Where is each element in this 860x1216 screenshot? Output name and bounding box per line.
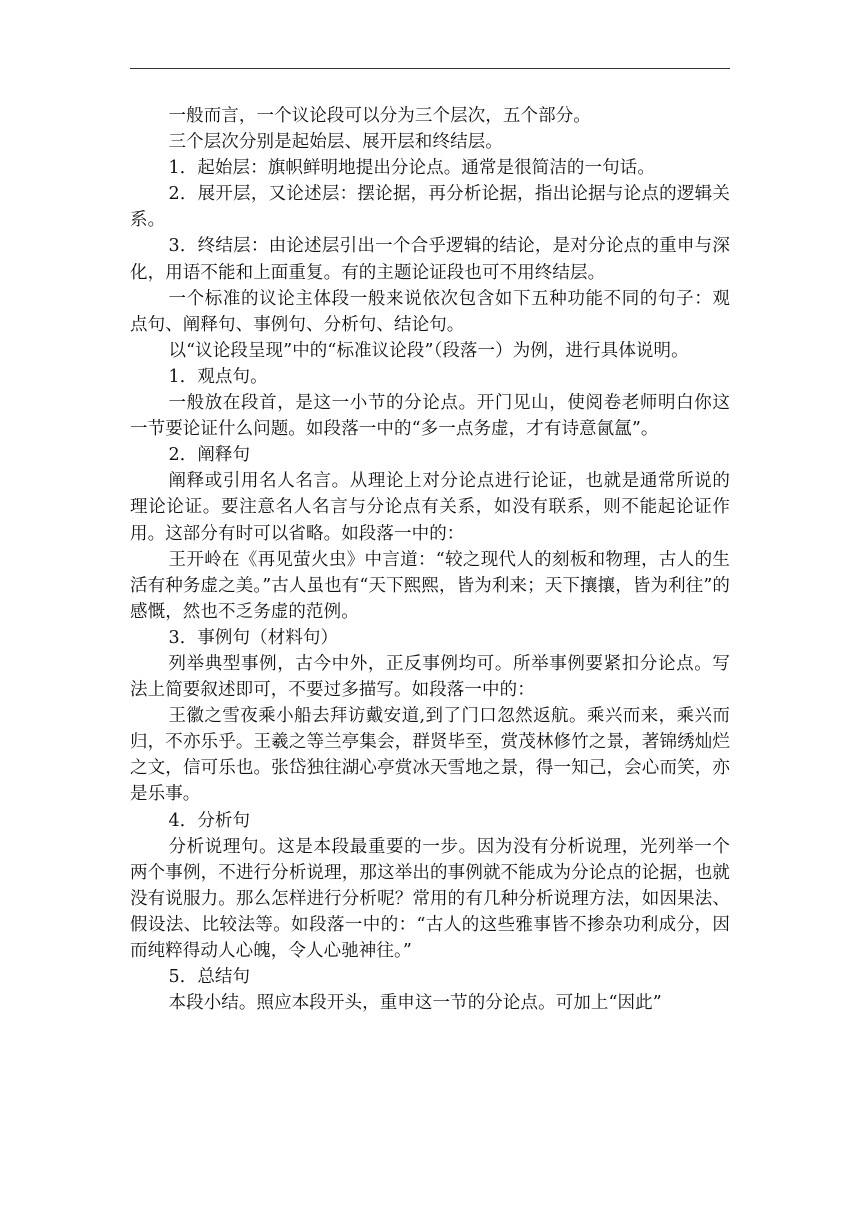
layer-2-paragraph: 2．展开层，又论述层：摆论据，再分析论据，指出论据与论点的逻辑关系。 [130, 184, 730, 231]
section-heading-summary: 5．总结句 [168, 967, 251, 988]
example-intro-paragraph: 以“议论段呈现”中的“标准议论段”（段落一）为例，进行具体说明。 [168, 340, 689, 361]
section-heading-analysis: 4．分析句 [168, 810, 251, 831]
analysis-paragraph: 分析说理句。这是本段最重要的一步。因为没有分析说理，光列举一个两个事例，不进行分析说理，那这举出的事例就不能成为分论点的论据，也就没有说服力。那么怎样进行分析呢？常用的有几种分析说理方法，如因果法、假设法、比较法等。如段落一中的：“古人的这些雅事皆不掺杂功利成分，因而纯粹得动人心魄，令人心驰神往。” [130, 836, 730, 961]
layer-1-paragraph: 1．起始层：旗帜鲜明地提出分论点。通常是很简洁的一句话。 [168, 158, 655, 179]
example-paragraph: 列举典型事例，古今中外，正反事例均可。所举事例要紧扣分论点。写法上简要叙述即可，不要过多描写。如段落一中的： [130, 653, 730, 701]
layers-paragraph: 三个层次分别是起始层、展开层和终结层。 [168, 132, 503, 153]
five-sentences-paragraph: 一个标准的议论主体段一般来说依次包含如下五种功能不同的句子：观点句、阐释句、事例句、分析句、结论句。 [130, 288, 730, 335]
viewpoint-paragraph: 一般放在段首，是这一小节的分论点。开门见山，使阅卷老师明白你这一节要论证什么问题。如段落一中的“多一点务虚，才有诗意氤氲”。 [130, 393, 730, 440]
section-heading-viewpoint: 1．观点句。 [168, 366, 268, 387]
example-quote-paragraph: 王徽之雪夜乘小船去拜访戴安道,到了门口忽然返航。乘兴而来，乘兴而归，不亦乐乎。王羲之等兰亭集会，群贤毕至，赏茂林修竹之景，著锦绣灿烂之文，信可乐也。张岱独往湖心亭赏冰天雪地之景，得一知己，会心而笑，亦是乐事。 [130, 706, 730, 805]
layer-3-paragraph: 3．终结层：由论述层引出一个合乎逻辑的结论，是对分论点的重申与深化，用语不能和上面重复。有的主题论证段也可不用终结层。 [130, 236, 730, 283]
summary-paragraph: 本段小结。照应本段开头，重申这一节的分论点。可加上“因此” [168, 993, 662, 1014]
explanation-paragraph: 阐释或引用名人名言。从理论上对分论点进行论证，也就是通常所说的理论论证。要注意名人名言与分论点有关系，如没有联系，则不能起论证作用。这部分有时可以省略。如段落一中的： [130, 471, 730, 544]
section-heading-explanation: 2．阐释句 [168, 445, 251, 466]
header-rule [130, 68, 730, 69]
document-body [130, 103, 730, 1016]
section-heading-example: 3．事例句（材料句） [168, 627, 339, 648]
intro-paragraph: 一般而言，一个议论段可以分为三个层次，五个部分。 [168, 106, 591, 126]
explanation-quote-paragraph: 王开岭在《再见萤火虫》中言道：“较之现代人的刻板和物理，古人的生活有种务虚之美。”古人虽也有“天下熙熙，皆为利来；天下攘攘，皆为利往”的感慨，然也不乏务虚的范例。 [130, 549, 730, 622]
